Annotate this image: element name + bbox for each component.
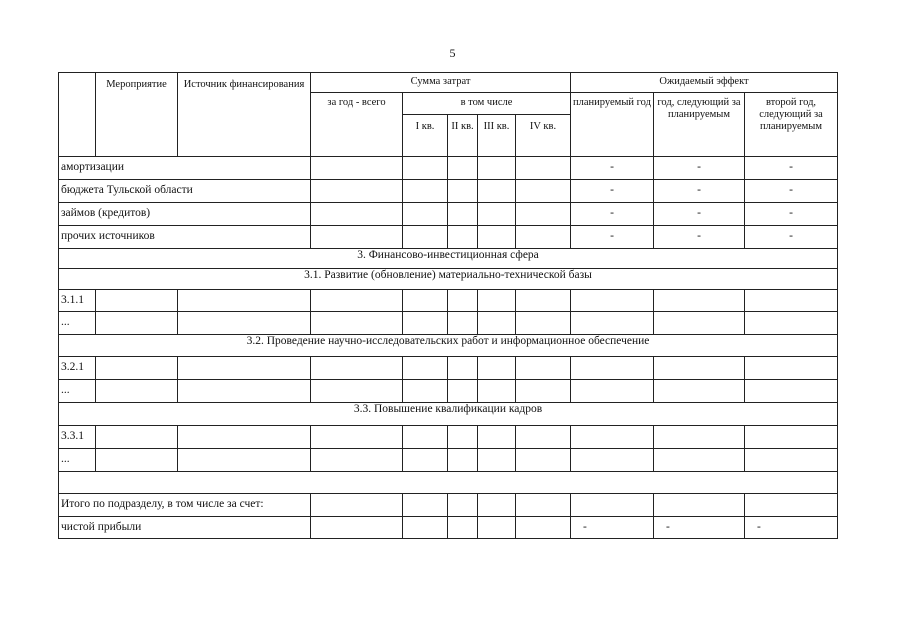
source-label: займов (кредитов) <box>59 203 311 226</box>
effect-cell: - <box>654 157 745 180</box>
table-row <box>59 226 838 249</box>
effect-cell: - <box>745 517 838 539</box>
table-row <box>59 449 838 472</box>
header-q3: III кв. <box>478 115 516 157</box>
subsection-title: 3.1. Развитие (обновление) материально-технической базы <box>59 269 838 290</box>
effect-cell: - <box>745 226 838 249</box>
table-row <box>59 357 838 380</box>
header-blank-cell <box>59 73 96 157</box>
net-profit-label: чистой прибыли <box>59 517 311 539</box>
effect-cell: - <box>571 180 654 203</box>
effect-cell: - <box>654 226 745 249</box>
source-label: бюджета Тульской области <box>59 180 311 203</box>
section-row <box>59 249 838 269</box>
totals-label: Итого по подразделу, в том числе за счет: <box>59 494 311 517</box>
table-row <box>59 517 838 539</box>
table-row <box>59 380 838 403</box>
header-event: Мероприятие <box>96 73 178 157</box>
effect-cell: - <box>571 517 654 539</box>
header-next-year: год, следующий за планируемым <box>654 93 745 157</box>
header-q2: II кв. <box>448 115 478 157</box>
header-q4: IV кв. <box>516 115 571 157</box>
header-second-year: второй год, следующий за планируемым <box>745 93 838 157</box>
effect-cell: - <box>654 180 745 203</box>
subsection-row <box>59 335 838 357</box>
row-number: 3.1.1 <box>59 290 96 312</box>
effect-cell: - <box>745 203 838 226</box>
subsection-row <box>59 403 838 426</box>
source-label: прочих источников <box>59 226 311 249</box>
header-expected-effect: Ожидаемый эффект <box>571 73 838 93</box>
table-row <box>59 290 838 312</box>
effect-cell: - <box>654 517 745 539</box>
header-year-total: за год - всего <box>311 93 403 157</box>
blank-row <box>59 472 838 494</box>
source-label: амортизации <box>59 157 311 180</box>
header-including: в том числе <box>403 93 571 115</box>
header-row-1 <box>59 73 838 93</box>
effect-cell: - <box>571 226 654 249</box>
subsection-title: 3.3. Повышение квалификации кадров <box>59 403 838 426</box>
table-row <box>59 157 838 180</box>
header-planned-year: планируемый год <box>571 93 654 157</box>
effect-cell: - <box>654 203 745 226</box>
table-row <box>59 180 838 203</box>
effect-cell: - <box>745 180 838 203</box>
effect-cell: - <box>571 157 654 180</box>
page-number: 5 <box>449 46 456 60</box>
row-number: 3.3.1 <box>59 426 96 449</box>
investment-table <box>58 72 838 539</box>
row-number: ... <box>59 380 96 403</box>
header-q1: I кв. <box>403 115 448 157</box>
subsection-row <box>59 269 838 290</box>
subsection-title: 3.2. Проведение научно-исследовательских работ и информационное обеспечение <box>59 335 838 357</box>
table-row <box>59 203 838 226</box>
row-number: 3.2.1 <box>59 357 96 380</box>
header-source: Источник финансирования <box>178 73 311 157</box>
section-title: 3. Финансово-инвестиционная сфера <box>59 249 838 269</box>
effect-cell: - <box>745 157 838 180</box>
totals-row <box>59 494 838 517</box>
row-number: ... <box>59 312 96 335</box>
effect-cell: - <box>571 203 654 226</box>
header-cost-sum: Сумма затрат <box>311 73 571 93</box>
table-row <box>59 312 838 335</box>
row-number: ... <box>59 449 96 472</box>
table-row <box>59 426 838 449</box>
